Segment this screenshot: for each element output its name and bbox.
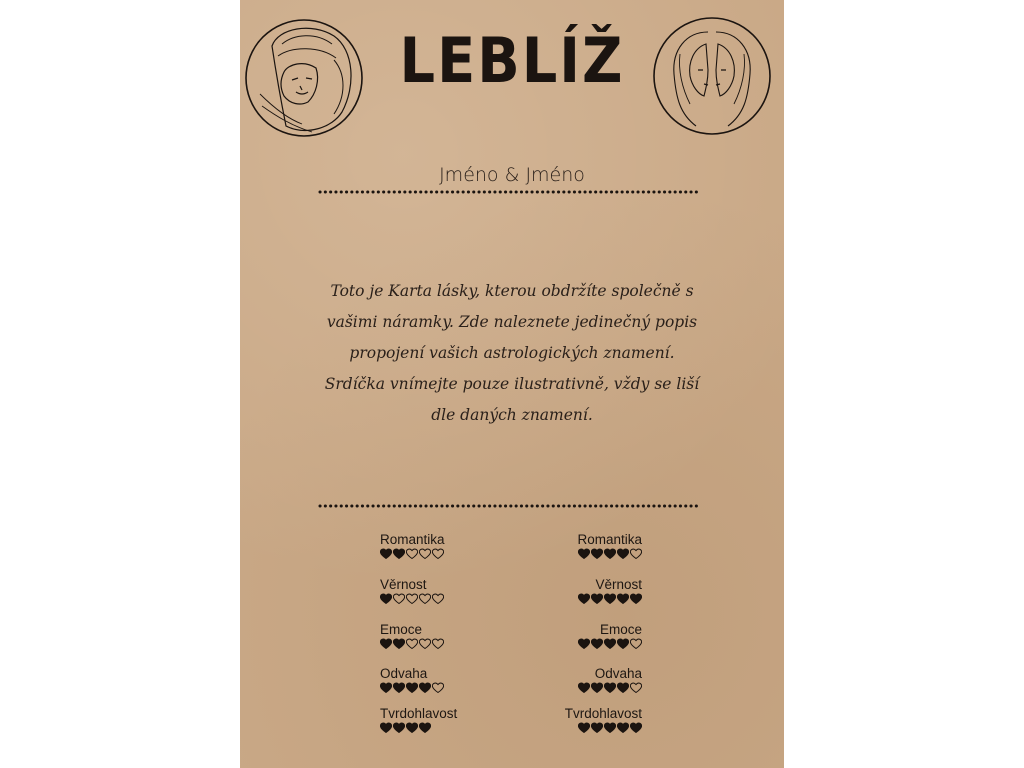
heart-rating [380,548,445,559]
heart-rating [380,638,444,649]
heart-outline-icon [630,638,642,649]
heart-filled-icon [578,548,590,559]
heart-rating [554,682,642,693]
heart-rating [380,722,457,733]
dotted-divider-top [318,190,700,194]
heart-filled-icon [604,682,616,693]
heart-filled-icon [617,638,629,649]
heart-outline-icon [406,638,418,649]
heart-outline-icon [406,548,418,559]
heart-outline-icon [419,593,431,604]
heart-filled-icon [591,682,603,693]
heart-filled-icon [604,548,616,559]
heart-filled-icon [406,682,418,693]
right-trait-3 [554,666,642,693]
heart-filled-icon [419,722,431,733]
trait-label: Emoce [380,622,423,637]
heart-filled-icon [591,638,603,649]
left-trait-2 [380,622,444,649]
heart-outline-icon [432,682,444,693]
heart-filled-icon [380,548,392,559]
heart-filled-icon [617,682,629,693]
heart-outline-icon [432,638,444,649]
description-text: Toto je Karta lásky, kterou obdržíte společně s vašimi náramky. Zde naleznete jedinečný popis propojení vašich astrologických znamení. Srdíčka vnímejte pouze ilustrativně, vždy se liší dle daných znamení. [324,282,700,424]
left-trait-4 [380,706,457,733]
trait-label: Tvrdohlavost [380,706,458,721]
left-trait-0 [380,532,445,559]
right-trait-1 [554,577,642,604]
right-trait-4 [554,706,642,733]
heart-filled-icon [630,722,642,733]
trait-label: Odvaha [380,666,428,681]
heart-filled-icon [604,593,616,604]
heart-outline-icon [393,593,405,604]
trait-label: Odvaha [594,666,642,681]
dotted-divider-bottom [318,504,700,508]
heart-filled-icon [591,593,603,604]
heart-filled-icon [380,638,392,649]
heart-outline-icon [419,638,431,649]
heart-rating [380,593,444,604]
heart-outline-icon [630,682,642,693]
love-card [240,0,784,768]
left-trait-3 [380,666,444,693]
right-trait-0 [554,532,642,559]
twins-icon [650,14,774,138]
heart-filled-icon [617,593,629,604]
left-trait-1 [380,577,444,604]
heart-filled-icon [393,548,405,559]
heart-filled-icon [393,638,405,649]
heart-outline-icon [432,593,444,604]
heart-rating [554,638,642,649]
heart-filled-icon [617,548,629,559]
heart-filled-icon [578,638,590,649]
heart-filled-icon [419,682,431,693]
heart-filled-icon [393,682,405,693]
heart-filled-icon [578,722,590,733]
trait-label: Věrnost [380,577,427,592]
heart-filled-icon [578,593,590,604]
heart-filled-icon [380,722,392,733]
heart-filled-icon [630,593,642,604]
heart-filled-icon [578,682,590,693]
heart-filled-icon [380,593,392,604]
heart-filled-icon [591,548,603,559]
heart-rating [380,682,444,693]
page-title: LEBLÍŽ [399,24,625,97]
heart-rating [554,548,642,559]
heart-outline-icon [630,548,642,559]
heart-filled-icon [604,722,616,733]
trait-label: Romantika [380,532,445,547]
heart-filled-icon [617,722,629,733]
heart-outline-icon [406,593,418,604]
trait-label: Emoce [599,622,642,637]
trait-label: Věrnost [595,577,642,592]
trait-label: Tvrdohlavost [564,706,642,721]
heart-filled-icon [393,722,405,733]
heart-outline-icon [419,548,431,559]
trait-label: Romantika [577,532,642,547]
heart-rating [554,722,642,733]
couple-names: Jméno & Jméno [439,164,585,186]
heart-outline-icon [432,548,444,559]
heart-filled-icon [380,682,392,693]
heart-rating [554,593,642,604]
heart-filled-icon [604,638,616,649]
heart-filled-icon [406,722,418,733]
right-trait-2 [554,622,642,649]
heart-filled-icon [591,722,603,733]
